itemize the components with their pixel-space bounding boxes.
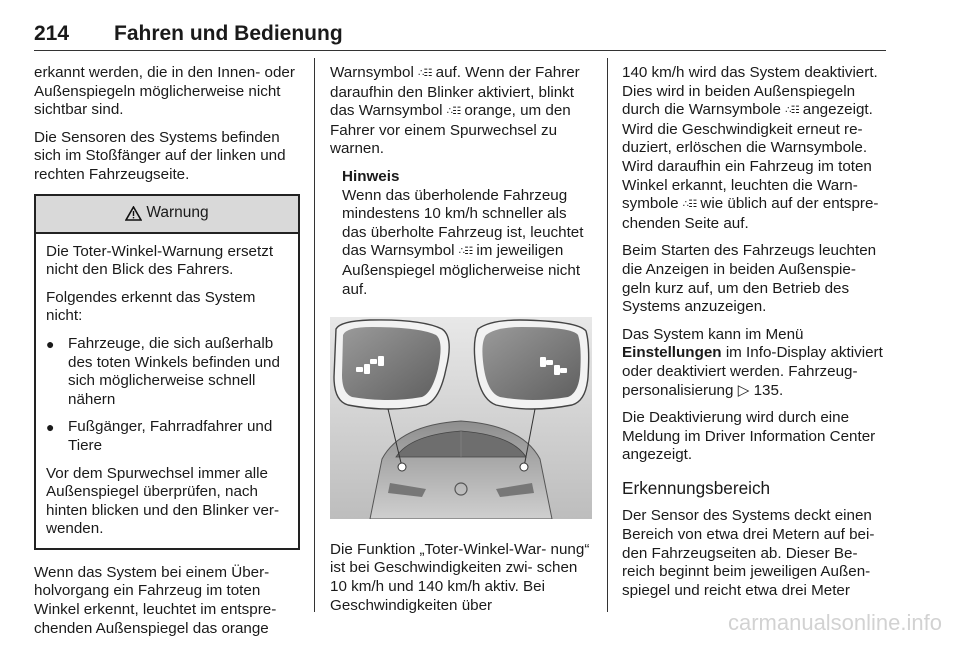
- mirror-car-illustration: [330, 317, 592, 519]
- column-1: [34, 64, 300, 647]
- paragraph: Die Funktion „Toter-Winkel-War- nung“ ist bei Geschwindigkeiten zwi- schen 10 km/h und 140 km/h aktiv. Bei Geschwindigkeiten über: [330, 540, 590, 614]
- page-reference: 135.: [753, 381, 784, 399]
- warning-header: [36, 196, 298, 234]
- column-2: [330, 64, 595, 624]
- paragraph: Der Sensor des Systems deckt einen Bereich von etwa drei Metern auf bei- den Fahrzeugseiten ab. Dieser Be- reich beginnt beim jeweiligen Außen- spiegel und reicht etwa drei Meter: [622, 507, 875, 599]
- note-box: [342, 168, 595, 299]
- paragraph: Das System kann im Menü Einstellungen im Info-Display aktiviert oder deaktiviert werden. Fahrzeug- personalisierung ▷ 135.: [622, 325, 883, 399]
- paragraph: Die Deaktivierung wird durch eine Meldung im Driver Information Center angezeigt.: [622, 409, 876, 464]
- warning-body: [36, 234, 298, 548]
- list-item-text: Fahrzeuge, die sich außerhalb des toten Winkels befinden und sich möglicherweise schnell nähern: [68, 334, 280, 408]
- note-text: Wenn das überholende Fahrzeug mindestens 10 km/h schneller als das überholte Fahrzeug ist, leuchtet das Warnsymbol ∴☷ im jeweiligen Außenspiegel möglicherweise nicht auf.: [342, 186, 584, 298]
- paragraph: Warnsymbol ∴☷ auf. Wenn der Fahrer daraufhin den Blinker aktiviert, blinkt das Warnsymbol ∴☷ orange, um den Fahrer vor einem Spurwechsel zu warnen.: [330, 64, 580, 158]
- blind-spot-symbol-icon: ∴☷: [418, 68, 432, 79]
- paragraph: Die Sensoren des Systems befinden sich im Stoßfänger auf der linken und rechten Fahrzeugseite.: [34, 128, 286, 183]
- bullet-icon: ●: [46, 335, 55, 352]
- page-reference-arrow-icon: ▷: [737, 381, 750, 399]
- column-3: [622, 64, 887, 609]
- paragraph: erkannt werden, die in den Innen- oder Außenspiegeln möglicherweise nicht sichtbar sind.: [34, 64, 295, 119]
- warning-box: [34, 194, 300, 550]
- warning-paragraph: Vor dem Spurwechsel immer alle Außenspiegel überprüfen, nach hinten blicken und den Blinker ver- wenden.: [46, 464, 280, 538]
- column-divider-2: [607, 58, 608, 612]
- warning-paragraph: Folgendes erkennt das System nicht:: [46, 288, 256, 325]
- warning-icon: [125, 206, 142, 221]
- list-item: [46, 418, 288, 455]
- list-item: [46, 335, 288, 409]
- paragraph: Wenn das System bei einem Über- holvorgang ein Fahrzeug im toten Winkel erkennt, leuchtet im entspre- chenden Außenspiegel das orange: [34, 563, 277, 637]
- blind-spot-symbol-icon: ∴☷: [785, 105, 799, 117]
- warning-paragraph: Die Toter-Winkel-Warnung ersetzt nicht den Blick des Fahrers.: [46, 242, 274, 279]
- header-rule: [34, 50, 886, 51]
- paragraph: 140 km/h wird das System deaktiviert. Dies wird in beiden Außenspiegeln durch die Warnsymbole ∴☷ angezeigt. Wird die Geschwindigkeit erneut re- duziert, erlöschen die Warnsymbole. Wird daraufhin ein Fahrzeug im toten Winkel erkannt, leuchten die Warn- symbole ∴☷ wie üblich auf der entspre- chenden Seite auf.: [622, 64, 879, 232]
- page-title: Fahren und Bedienung: [114, 22, 343, 45]
- bullet-icon: ●: [46, 419, 55, 436]
- paragraph: Beim Starten des Fahrzeugs leuchten die Anzeigen in beiden Außenspie- geln kurz auf, um den Betrieb des Systems anzuzeigen.: [622, 242, 877, 316]
- blind-spot-symbol-icon: ∴☷: [682, 199, 697, 211]
- warning-title: Warnung: [146, 204, 209, 222]
- column-divider-1: [314, 58, 315, 612]
- list-item-text: Fußgänger, Fahrradfahrer und Tiere: [68, 418, 273, 454]
- menu-name-settings: Einstellungen: [622, 344, 722, 362]
- section-title: Erkennungsbereich: [622, 477, 771, 498]
- watermark: carmanualsonline.info: [727, 610, 942, 635]
- page-number: 214: [34, 22, 70, 45]
- note-title: Hinweis: [342, 167, 400, 185]
- blind-spot-symbol-icon: ∴☷: [446, 106, 461, 118]
- blind-spot-symbol-icon: ∴☷: [458, 246, 473, 258]
